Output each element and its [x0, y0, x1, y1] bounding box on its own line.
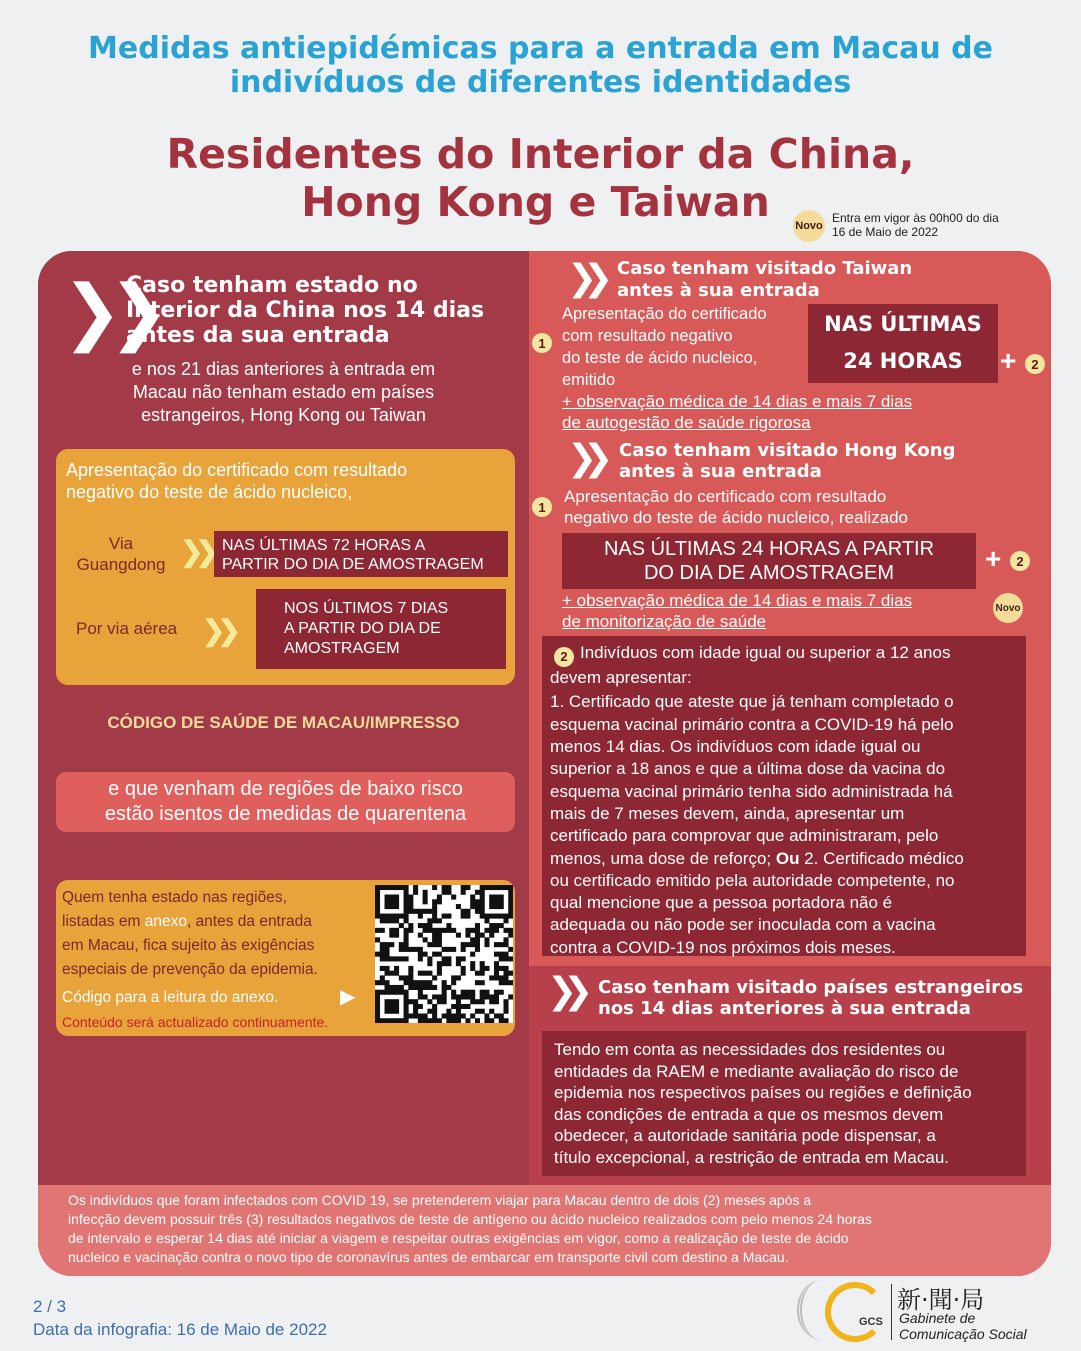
- taiwan-heading-line2: antes à sua entrada: [617, 280, 820, 301]
- gd-box-line1: NAS ÚLTIMAS 72 HORAS A: [222, 537, 426, 554]
- regions-line4: especiais de prevenção da epidemia.: [62, 961, 318, 978]
- right-panel: [529, 251, 1051, 1185]
- mainland-intro: [38, 358, 529, 427]
- vaccine-line2: esquema vacinal primário contra a COVID-19 há pelo: [550, 714, 954, 734]
- vaccine-intro-a: Indivíduos com idade igual ou superior a 12 anos: [580, 643, 951, 662]
- vaccine-box: [542, 636, 1026, 956]
- arrow-icon-air: ❯❯: [202, 615, 233, 646]
- foreign-heading-line2: nos 14 dias anteriores à sua entrada: [598, 998, 971, 1019]
- hk-cert-line1: Apresentação do certificado com resultado: [564, 487, 887, 506]
- foreign-heading-line1: Caso tenham visitado países estrangeiros: [598, 977, 1024, 998]
- annex-link[interactable]: anexo: [144, 913, 187, 930]
- qr-code[interactable]: [375, 885, 513, 1023]
- taiwan-cert-line2: com resultado negativo: [562, 327, 733, 345]
- taiwan-box-line1: NAS ÚLTIMAS: [824, 312, 982, 336]
- vaccine-line11: adequada ou não pode ser inoculada com a vacina: [550, 915, 936, 935]
- intro-line1: e nos 21 dias anteriores à entrada em: [131, 359, 436, 379]
- regions-line2: [62, 910, 372, 934]
- hk-box-line2: DO DIA DE AMOSTRAGEM: [643, 562, 895, 584]
- vaccine-ou: Ou: [775, 848, 800, 868]
- taiwan-cert-line4: emitido: [562, 371, 616, 389]
- taiwan-obs-line1: + observação médica de 14 dias e mais 7 dias: [562, 392, 913, 411]
- taiwan-plus: +: [1000, 345, 1017, 376]
- infection-text: [68, 1191, 1028, 1267]
- hk-novo-badge: Novo: [993, 593, 1023, 623]
- vaccine-intro-b: devem apresentar:: [550, 668, 692, 688]
- logo-divider: [891, 1284, 892, 1340]
- hk-num-2: 2: [1010, 551, 1030, 571]
- taiwan-heading-line1: Caso tenham visitado Taiwan: [617, 258, 913, 279]
- logo-pt-line1: Gabinete de: [899, 1310, 976, 1326]
- low-risk-line2: estão isentos de medidas de quarentena: [104, 803, 467, 825]
- infection-line3: de intervalo e esperar 14 dias até iniciar a viagem e respeitar outras exigências em vigor, como a realização de teste de ácido: [68, 1230, 849, 1246]
- guangdong-time-box: [214, 531, 508, 577]
- mainland-heading-line3: antes da sua entrada: [126, 323, 390, 348]
- taiwan-num-2: 2: [1025, 354, 1045, 374]
- taiwan-24h-box: [808, 304, 998, 383]
- gd-box-line2: PARTIR DO DIA DE AMOSTRAGEM: [222, 556, 484, 573]
- logo-mark: GCS: [859, 1316, 883, 1328]
- vaccine-line1: 1. Certificado que ateste que já tenham completado o: [550, 692, 954, 712]
- vaccine-line12: contra a COVID-19 nos próximos dois meses.: [550, 937, 896, 957]
- certificate-text: [66, 459, 407, 503]
- page-number: 2 / 3: [33, 1297, 67, 1316]
- hk-observation: [562, 590, 912, 632]
- effective-date: [832, 211, 1052, 239]
- hk-cert: [564, 486, 908, 528]
- infection-line4: nucleico e vacinação contra o novo tipo de coronavírus antes de embarcar em transporte civil com destino a Macau.: [68, 1249, 789, 1265]
- vaccine-line8-b: 2. Certificado médico: [799, 848, 964, 868]
- health-code: CÓDIGO DE SAÚDE DE MACAU/IMPRESSO: [107, 713, 460, 732]
- chevron-icon: ❯❯: [62, 269, 155, 353]
- taiwan-num-1: 1: [532, 333, 552, 353]
- main-title-line1: Medidas antiepidémicas para a entrada em Macau de: [88, 31, 993, 66]
- regions-line2-b: , antes da entrada: [186, 913, 312, 930]
- hk-obs-line1: + observação médica de 14 dias e mais 7 dias: [562, 591, 913, 610]
- air-box-line2: A PARTIR DO DIA DE: [284, 620, 441, 637]
- qr-label: Código para a leitura do anexo.: [62, 989, 279, 1006]
- infographic-date: Data da infografia: 16 de Maio de 2022: [33, 1320, 327, 1339]
- taiwan-observation: [562, 391, 912, 433]
- via-label: Via: [108, 534, 134, 553]
- vaccine-line10: qual mencione que a pessoa portadora não é: [550, 893, 893, 913]
- vaccine-line4: superior a 18 anos e que a última dose da vacina do: [550, 759, 946, 779]
- infection-line2: infecção devem possuir três (3) resultados negativos de teste de antígeno ou ácido nucleico realizados com pelo menos 24 horas: [68, 1211, 872, 1227]
- certificate-box: [56, 449, 515, 685]
- intro-line2: Macau não tenham estado em países: [132, 382, 435, 402]
- low-risk-box: [56, 772, 515, 832]
- arrow-icon: ❯❯: [180, 536, 211, 567]
- chevron-icon-taiwan: ❯❯: [567, 258, 600, 299]
- hk-box-line1: NAS ÚLTIMAS 24 HORAS A PARTIR: [603, 538, 935, 560]
- taiwan-heading: [617, 258, 912, 302]
- mainland-heading: [126, 273, 484, 348]
- infection-line1: Os indivíduos que foram infectados com COVID 19, se pretenderem viajar para Macau dentro de dois (2) meses após a: [68, 1192, 812, 1208]
- vaccine-num-2: 2: [554, 647, 574, 667]
- chevron-icon-foreign: ❯❯: [547, 971, 580, 1012]
- low-risk-line1: e que venham de regiões de baixo risco: [108, 778, 463, 800]
- air-box-line3: AMOSTRAGEM: [284, 640, 400, 657]
- content-frame: [38, 251, 1051, 1276]
- taiwan-box-line2: 24 HORAS: [843, 349, 963, 373]
- air-label: Por via aérea: [76, 619, 178, 638]
- gcs-logo: [795, 1276, 1057, 1346]
- foreign-line4: das condições de entrada a que os mesmos devem: [554, 1104, 944, 1124]
- vaccine-line8: [550, 848, 1018, 870]
- regions-line2-a: listadas em: [62, 913, 145, 930]
- taiwan-cert: [562, 303, 767, 391]
- subtitle-line1: Residentes do Interior da China,: [166, 130, 915, 178]
- hk-plus: +: [985, 543, 1002, 574]
- qr-code-image: [375, 885, 513, 1023]
- vaccine-line9: ou certificado emitido pela autoridade competente, no: [550, 870, 955, 890]
- guangdong-label: Guangdong: [76, 555, 166, 574]
- logo-chinese: 新·聞·局: [897, 1286, 985, 1314]
- mainland-panel: [38, 251, 529, 1185]
- hk-heading: [619, 440, 955, 482]
- subtitle-line2: Hong Kong e Taiwan: [301, 178, 770, 226]
- foreign-line1: Tendo em conta as necessidades dos residentes ou: [554, 1040, 946, 1059]
- main-title-line2: indivíduos de diferentes identidades: [229, 65, 852, 100]
- foreign-line3: epidemia nos respectivos países ou regiões e definição: [554, 1083, 972, 1102]
- foreign-line2: entidades da RAEM e mediante avaliação do risco de: [554, 1061, 959, 1081]
- effective-line1: Entra em vigor às 00h00 do dia: [832, 211, 999, 225]
- vaccine-line3: menos 14 dias. Os indivíduos com idade igual ou: [550, 737, 921, 757]
- intro-line3: estrangeiros, Hong Kong ou Taiwan: [141, 405, 426, 425]
- regions-text: [62, 886, 372, 982]
- hk-heading-line1: Caso tenham visitado Hong Kong: [619, 440, 956, 461]
- play-icon: ▶: [340, 986, 356, 1008]
- air-time-box: [256, 589, 506, 669]
- via-guangdong-label: [66, 533, 176, 575]
- air-box-line1: NOS ÚLTIMOS 7 DIAS: [284, 600, 449, 617]
- hk-num-1: 1: [532, 497, 552, 517]
- qr-note: Conteúdo será actualizado continuamente.: [62, 1014, 329, 1030]
- foreign-line5: obedecer, a autoridade sanitária pode dispensar, a: [554, 1126, 936, 1145]
- hk-cert-line2: negativo do teste de ácido nucleico, realizado: [564, 508, 909, 527]
- main-title: [0, 32, 1081, 100]
- cert-line1: Apresentação do certificado com resultado: [66, 460, 408, 480]
- vaccine-line5: esquema vacinal primário tenha sido administrada há: [550, 781, 953, 801]
- logo-circle: [825, 1282, 885, 1342]
- vaccine-intro-line1: [550, 642, 1018, 667]
- hk-heading-line2: antes à sua entrada: [619, 461, 822, 482]
- novo-badge: Novo: [793, 210, 825, 242]
- foreign-heading: [598, 977, 1023, 1019]
- regions-line3: em Macau, fica sujeito às exigências: [62, 937, 315, 954]
- hk-24h-box: [562, 533, 976, 589]
- vaccine-line7: certificado para comprovar que administraram, pelo: [550, 826, 939, 846]
- logo-pt-line2: Comunicação Social: [899, 1326, 1027, 1342]
- mainland-heading-line1: Caso tenham estado no: [126, 273, 418, 298]
- taiwan-obs-line2: de autogestão de saúde rigorosa: [562, 413, 811, 432]
- taiwan-cert-line3: do teste de ácido nucleico,: [562, 349, 758, 367]
- mainland-heading-line2: Interior da China nos 14 dias: [126, 298, 485, 323]
- infection-note: [38, 1185, 1051, 1276]
- logo-pt: [899, 1310, 1027, 1342]
- cert-line2: negativo do teste de ácido nucleico,: [66, 482, 353, 502]
- taiwan-cert-line1: Apresentação do certificado: [562, 305, 767, 323]
- effective-line2: 16 de Maio de 2022: [832, 225, 939, 239]
- vaccine-line8-a: menos, uma dose de reforço;: [550, 848, 776, 868]
- hk-obs-line2: de monitorização de saúde: [562, 612, 767, 631]
- foreign-line6: título excepcional, a restrição de entrada em Macau.: [554, 1147, 949, 1167]
- foreign-box: [542, 1031, 1026, 1176]
- regions-line1: Quem tenha estado nas regiões,: [62, 889, 287, 906]
- chevron-icon-hk: ❯❯: [567, 438, 600, 479]
- vaccine-line6: mais de 7 meses devem, ainda, apresentar um: [550, 803, 905, 823]
